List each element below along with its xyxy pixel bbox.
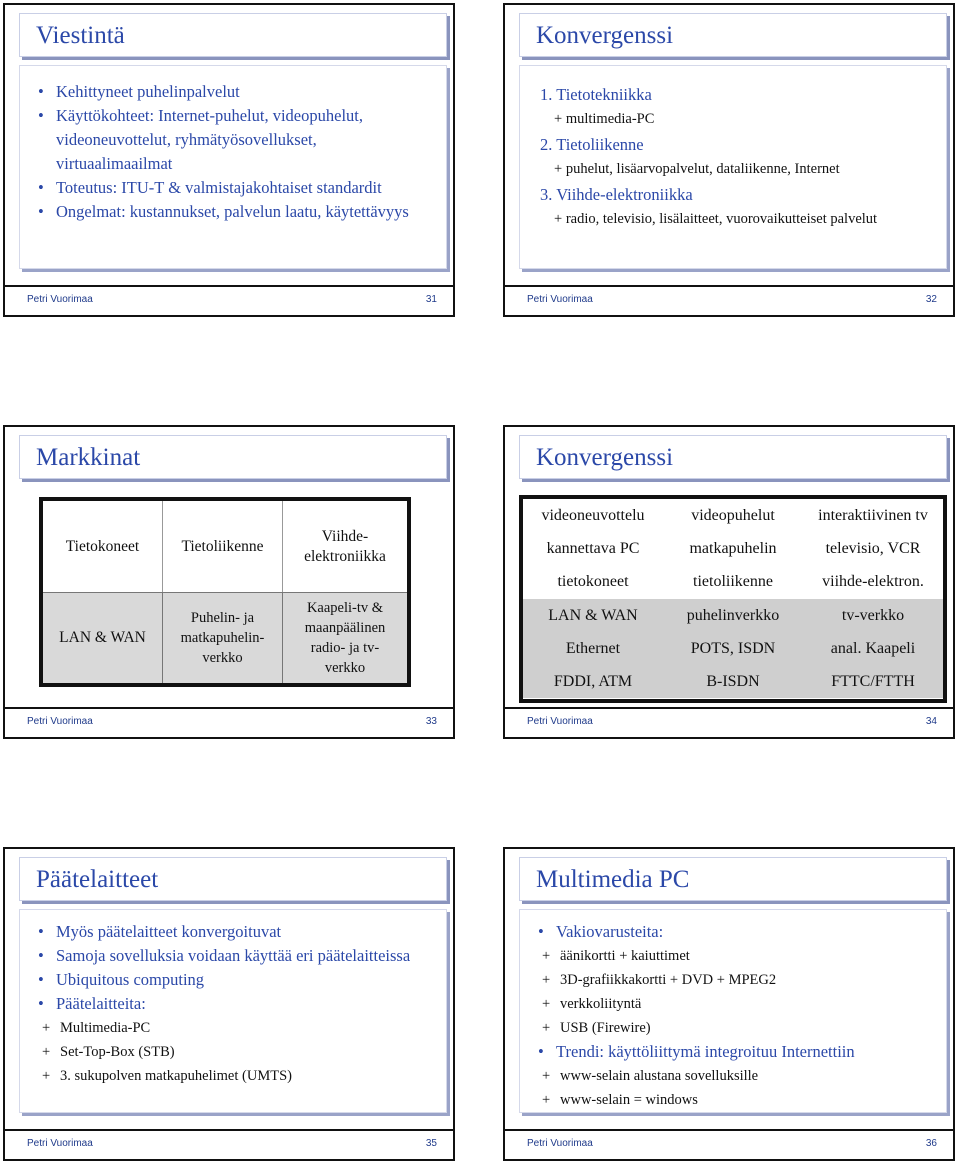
table-cell: FTTC/FTTH	[831, 672, 915, 690]
table-cell: kannettava PC	[546, 539, 640, 557]
table-cell: interaktiivinen tv	[818, 506, 928, 524]
sub-item: + verkkoliityntä	[538, 992, 930, 1016]
table-cell: Ethernet	[565, 639, 621, 657]
slide-footer	[505, 1129, 953, 1159]
slide-number: 34	[925, 716, 937, 727]
slide-footer	[505, 285, 953, 315]
market-table	[39, 497, 411, 687]
slide-title: Multimedia PC	[519, 857, 947, 901]
table-cell: tietoliikenne	[693, 572, 773, 590]
numbered-item: 1. Tietotekniikka	[540, 85, 652, 104]
table-row	[523, 599, 943, 632]
bullet-item: • Vakiovarusteita:	[538, 920, 930, 944]
slide-number: 32	[925, 294, 937, 305]
table-cell: anal. Kaapeli	[830, 639, 916, 657]
slide-number: 31	[425, 294, 437, 305]
slide-31	[3, 3, 455, 317]
sub-item: + Set-Top-Box (STB)	[38, 1040, 430, 1064]
table-cell: televisio, VCR	[825, 539, 921, 557]
sub-item: + www-selain alustana sovelluksille	[538, 1064, 930, 1088]
slide-title: Viestintä	[19, 13, 447, 57]
convergence-table	[519, 495, 947, 703]
sub-item: + 3. sukupolven matkapuhelimet (UMTS)	[38, 1064, 430, 1088]
table-cell: videopuhelut	[691, 506, 775, 524]
table-cell: tietokoneet	[557, 572, 629, 590]
footer-author: Petri Vuorimaa	[27, 294, 93, 305]
slide-32	[503, 3, 955, 317]
bullet-item: • Ubiquitous computing	[38, 968, 430, 992]
slide-footer	[5, 707, 453, 737]
table-cell: POTS, ISDN	[690, 639, 776, 657]
footer-author: Petri Vuorimaa	[27, 1138, 93, 1149]
bullet-item: • Toteutus: ITU-T & valmistajakohtaiset standardit	[38, 176, 430, 200]
bullet-item: • Myös päätelaitteet konvergoituvat	[38, 920, 430, 944]
slide-title: Päätelaitteet	[19, 857, 447, 901]
numbered-item: 2. Tietoliikenne	[540, 135, 644, 154]
sub-item: + 3D-grafiikkakortti + DVD + MPEG2	[538, 968, 930, 992]
table-row	[523, 532, 943, 565]
slide-title: Markkinat	[19, 435, 447, 479]
slide-body	[519, 909, 947, 1113]
table-cell: Puhelin- ja matkapuhelin-verkko	[163, 592, 283, 683]
sub-item: + radio, televisio, lisälaitteet, vuorovaikutteiset palvelut	[540, 207, 930, 232]
bullet-item: • Kehittyneet puhelinpalvelut	[38, 80, 430, 104]
slide-body	[19, 65, 447, 269]
table-cell: Tietoliikenne	[163, 501, 283, 592]
slide-number: 36	[925, 1138, 937, 1149]
numbered-item: 3. Viihde-elektroniikka	[540, 185, 693, 204]
bullet-item: • Päätelaitteita:	[38, 992, 430, 1016]
footer-author: Petri Vuorimaa	[527, 716, 593, 727]
slide-title: Konvergenssi	[519, 435, 947, 479]
sub-item: + USB (Firewire)	[538, 1016, 930, 1040]
table-cell: Tietokoneet	[43, 501, 163, 592]
slide-number: 33	[425, 716, 437, 727]
slide-body	[19, 909, 447, 1113]
slide-title: Konvergenssi	[519, 13, 947, 57]
table-row	[523, 665, 943, 698]
slide-footer	[5, 1129, 453, 1159]
sub-item: + Multimedia-PC	[38, 1016, 430, 1040]
table-cell: FDDI, ATM	[553, 672, 633, 690]
sub-item: + www-selain = windows	[538, 1088, 930, 1112]
slide-33	[3, 425, 455, 739]
table-cell: puhelinverkko	[686, 606, 780, 624]
table-cell: tv-verkko	[841, 606, 905, 624]
slide-body	[519, 65, 947, 269]
slide-number: 35	[425, 1138, 437, 1149]
footer-author: Petri Vuorimaa	[527, 294, 593, 305]
footer-author: Petri Vuorimaa	[527, 1138, 593, 1149]
sub-item: + äänikortti + kaiuttimet	[538, 944, 930, 968]
table-cell: LAN & WAN	[548, 606, 638, 624]
table-cell: matkapuhelin	[689, 539, 777, 557]
table-row	[523, 632, 943, 665]
table-cell: Viihde-elektroniikka	[304, 527, 386, 565]
table-cell: B-ISDN	[706, 672, 760, 690]
sub-item: + multimedia-PC	[540, 107, 930, 132]
sub-item: + puhelut, lisäarvopalvelut, dataliikenne, Internet	[540, 157, 930, 182]
slide-36	[503, 847, 955, 1161]
table-cell: Kaapeli-tv & maanpäälinen radio- ja tv-verkko	[283, 592, 407, 683]
bullet-item: • Trendi: käyttöliittymä integroituu Internettiin	[538, 1040, 930, 1064]
slide-35	[3, 847, 455, 1161]
table-cell: viihde-elektron.	[822, 572, 924, 590]
table-cell: videoneuvottelu	[541, 506, 645, 524]
bullet-item: • Samoja sovelluksia voidaan käyttää eri päätelaitteissa	[38, 944, 430, 968]
slide-footer	[5, 285, 453, 315]
bullet-item: • Käyttökohteet: Internet-puhelut, videopuhelut, videoneuvottelut, ryhmätyösovellukset, virtuaalimaailmat	[38, 104, 430, 176]
table-row	[523, 499, 943, 532]
table-row	[523, 565, 943, 598]
slide-34	[503, 425, 955, 739]
slide-footer	[505, 707, 953, 737]
table-cell: LAN & WAN	[43, 592, 163, 683]
footer-author: Petri Vuorimaa	[27, 716, 93, 727]
bullet-item: • Ongelmat: kustannukset, palvelun laatu, käytettävyys	[38, 200, 430, 224]
